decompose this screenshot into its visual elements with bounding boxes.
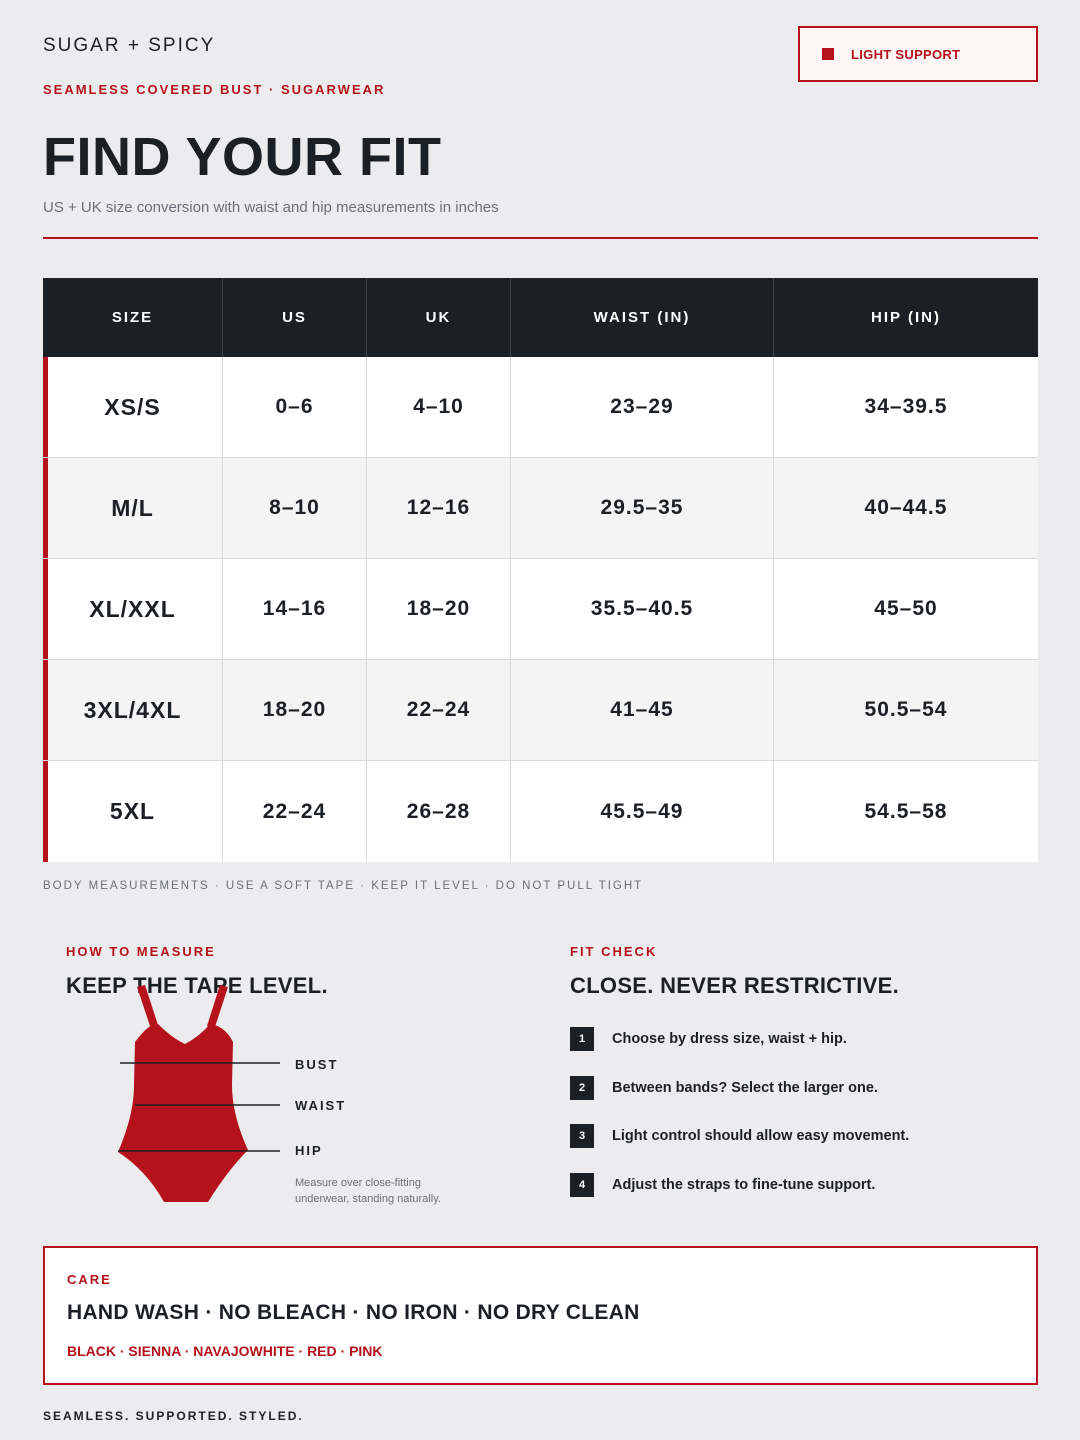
step-number: 1 [570,1027,594,1051]
support-badge-label: LIGHT SUPPORT [851,46,961,62]
list-item [570,1173,909,1197]
cell-size: XL/XXL [43,559,223,659]
cell-waist: 29.5–35 [511,458,774,558]
table-row [43,357,1038,458]
step-text: Choose by dress size, waist + hip. [612,1031,847,1047]
table-row [43,458,1038,559]
fit-check-label: FIT CHECK [570,944,658,959]
cell-us: 8–10 [223,458,367,558]
column-header-size: SIZE [43,278,223,357]
measure-section-title: KEEP THE TAPE LEVEL. [66,973,328,998]
cell-waist: 41–45 [511,660,774,760]
care-panel [43,1246,1038,1385]
square-icon [822,48,834,60]
measure-section-label: HOW TO MEASURE [66,944,216,959]
product-eyebrow: SEAMLESS COVERED BUST · SUGARWEAR [43,82,386,97]
cell-hip: 54.5–58 [864,799,948,823]
cell-hip: 45–50 [874,597,938,620]
table-row [43,559,1038,660]
cell-uk: 12–16 [367,458,511,558]
cell-hip: 34–39.5 [864,395,948,418]
step-number: 3 [570,1124,594,1148]
table-header [43,278,1038,357]
step-text: Light control should allow easy movement. [612,1128,910,1144]
care-instructions: HAND WASH · NO BLEACH · NO IRON · NO DRY CLEAN [67,1301,640,1324]
cell-us: 22–24 [223,761,367,862]
cell-waist: 35.5–40.5 [511,559,774,659]
step-number: 4 [570,1173,594,1197]
cell-uk: 26–28 [367,761,511,862]
table-row [43,660,1038,761]
column-header-hip: HIP (IN) [871,309,941,326]
cell-hip: 40–44.5 [864,496,948,519]
list-item [570,1124,909,1148]
measure-point-waist: WAIST [295,1098,347,1113]
column-header-waist: WAIST (IN) [511,278,774,357]
measure-note: Measure over close-fitting underwear, standing naturally. [295,1177,441,1205]
footer-tagline: SEAMLESS. SUPPORTED. STYLED. [43,1409,304,1423]
cell-uk: 18–20 [367,559,511,659]
support-badge [798,26,1038,82]
step-text: Between bands? Select the larger one. [612,1079,878,1096]
cell-waist: 45.5–49 [511,761,774,862]
fit-check-title: CLOSE. NEVER RESTRICTIVE. [570,973,899,998]
fit-check-list [570,1027,909,1221]
available-colors: BLACK · SIENNA · NAVAJOWHITE · RED · PINK [67,1343,383,1359]
step-number: 2 [570,1076,594,1100]
care-label: CARE [67,1272,112,1287]
page-title: FIND YOUR FIT [43,127,442,187]
cell-hip: 50.5–54 [864,698,948,721]
column-header-uk: UK [367,278,511,357]
cell-us: 14–16 [223,559,367,659]
cell-us: 0–6 [223,357,367,457]
cell-uk: 22–24 [367,660,511,760]
page-subtitle: US + UK size conversion with waist and hip measurements in inches [43,199,499,216]
column-header-us: US [223,278,367,357]
brand-name: SUGAR + SPICY [43,35,216,56]
size-chart-table [43,278,1038,862]
table-row [43,761,1038,862]
cell-size: 5XL [43,761,223,862]
cell-us: 18–20 [223,660,367,760]
cell-waist: 23–29 [511,357,774,457]
list-item [570,1076,909,1100]
measure-point-bust: BUST [295,1057,339,1072]
cell-uk: 4–10 [367,357,511,457]
cell-size: M/L [43,458,223,558]
table-note: BODY MEASUREMENTS · USE A SOFT TAPE · KEEP IT LEVEL · DO NOT PULL TIGHT [43,880,644,892]
step-text: Adjust the straps to fine-tune support. [612,1176,876,1193]
title-divider [43,237,1038,239]
list-item [570,1027,909,1051]
cell-size: 3XL/4XL [43,660,223,760]
cell-size: XS/S [43,357,223,457]
measure-point-hip: HIP [295,1143,323,1158]
